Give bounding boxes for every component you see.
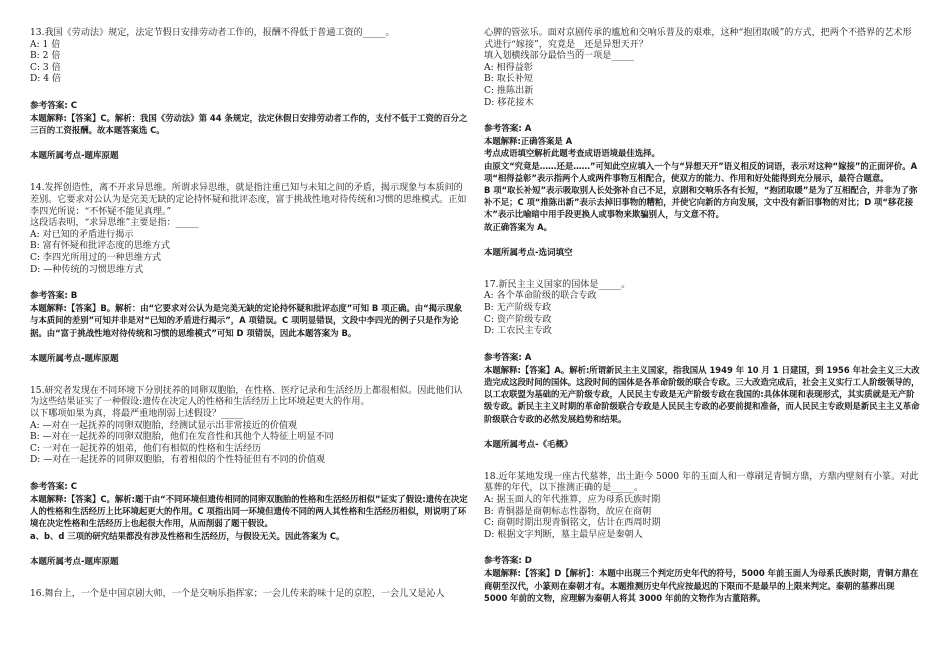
answer-label: 参考答案: A [484, 352, 532, 363]
question-13 [30, 28, 468, 162]
option-d: D: —种传统的习惯思维方式 [30, 264, 144, 275]
option-c: C: 一对在一起抚养的姐弟，他们有相似的性格和生活经历 [30, 443, 262, 454]
question-stem: 16.舞台上，一个是中国京剧大师，一个是交响乐指挥家；一会儿传来韵味十足的京腔，一会儿又是沁人 [30, 588, 445, 599]
left-column [30, 28, 468, 600]
explanation-point: 考点成语填空解析此题考查成语语境最佳选择。 [484, 148, 660, 159]
explanation: 本题解释:【答案】B。解析：由“它要求对公认为是完美无缺的定论持怀疑和批评态度”可知 B 项正确。由“揭示现象与本质间的差别”可知并非是对“已知的矛盾进行揭示”，A 项错误。C 项明显错误，文段中李四光的例子只是作为论据。由“富于挑战性地对待传统和习惯的思维模式”可知 D 项错误，因此本题答案为 B。 [30, 303, 463, 338]
source-tag: 本题所属考点-题库原题 [30, 151, 119, 162]
question-stem: 18.近年某地发现一座古代墓葬，出土距今 5000 年的玉面人和一尊刷足青铜方鼎，方鼎内壁刻有小篆。对此墓葬的年代，以下推测正确的是_____。 [484, 471, 919, 494]
option-a: A: —对在一起抚养的同卵双胞胎，经测试显示出非常接近的价值观 [30, 420, 298, 431]
option-b: B: 2 倍 [30, 51, 61, 62]
explanation: 本题解释:【答案】C。解析：我国《劳动法》第 44 条规定，法定休假日安排劳动者工作的，支付不低于工资的百分之三百的工资报酬。故本题答案选 C。 [30, 112, 468, 136]
answer-label: 参考答案: B [30, 291, 78, 302]
option-a: A: 据玉面人的年代推算，应为母系氏族时期 [484, 494, 661, 505]
answer-label: 参考答案: D [484, 556, 532, 567]
question-stem: 14.发挥创造性，离不开求异思维。所谓求异思维，就是指注重已知与未知之间的矛盾，揭示现象与本质间的差别。它要求对公认为是完美无缺的定论持怀疑和批评态度，富于挑战性地对待传统和习惯的思维模式。正如李四光所说：“不怀疑不能见真理。” [30, 183, 467, 217]
option-d: D: 4 倍 [30, 74, 62, 85]
explanation: 本题解释:【答案】D【解析】：本题中出现三个判定历史年代的符号，5000 年前玉面人为母系氏族时期，青铜方鼎在商朝至汉代，小篆则在秦朝才有。本题推测历史年代应按最迟的下限而不是最早的上限来判定。秦朝的墓葬出现 5000 年前的文物，应理解为秦朝人将其 3000 年前的文物作为古董陪葬。 [484, 568, 919, 603]
source-tag: 本题所属考点-题库原题 [30, 353, 119, 364]
option-b: B: 青铜器是商朝标志性器物，故应在商朝 [484, 506, 652, 517]
question-stem: 13.我国《劳动法》规定，法定节假日安排劳动者工作的，报酬不得低于普通工资的_____。 [30, 28, 395, 38]
explanation-conclusion: 故正确答案为 A。 [484, 221, 553, 232]
explanation-options: B 项“取长补短”表示吸取别人长处弥补自己不足，京剧和交响乐各有长短，“抱团取暖”是为了互相配合，并非为了弥补不足；C 项“推陈出新”表示去掉旧事物的糟粕，并使它向新的方向发展，文中没有新旧事物的对比；D 项“移花接木”表示比喻暗中用手段更换人或事物来欺骗别人，与文意不符。 [484, 184, 918, 220]
question-16-continued [484, 28, 920, 259]
question-prompt: 以下哪项如果为真，将最严重地削弱上述假设？_____ [30, 408, 244, 419]
option-d: D: 根据文字判断，墓主最早应是秦朝人 [484, 529, 643, 540]
answer-label: 参考答案: A [484, 124, 532, 135]
option-a: A: 1 倍 [30, 39, 61, 50]
option-c: C: 商朝时期出现青铜铭文，估计在西周时期 [484, 518, 661, 529]
question-18 [484, 472, 920, 604]
option-d: D: 工农民主专政 [484, 326, 552, 337]
right-column [484, 28, 920, 604]
answer-label: 参考答案: C [30, 100, 78, 111]
option-a: A: 对已知的矛盾进行揭示 [30, 229, 134, 240]
option-d: D: —对在一起抚养的同卵双胞胎，有着相似的个性特征但有不同的价值观 [30, 455, 326, 466]
source-tag: 本题所属考点-题库原题 [30, 556, 119, 567]
option-b: B: 取长补短 [484, 74, 534, 85]
explanation-analysis: 由原文“究竟是……还是……”可知此空应填入一个与“异想天开”语义相反的词语，表示对这种“嫁接”的正面评价。A 项“相得益彰”表示指两个人或两件事物互相配合，使双方的能力、作用和好处能得到充分展示，最符合题意。 [484, 160, 918, 183]
question-16 [30, 589, 468, 601]
option-a: A: 相得益彰 [484, 62, 533, 73]
explanation-continued: a、b、d 三项的研究结果都没有涉及性格和生活经历，与假设无关。因此答案为 C。 [30, 530, 345, 541]
explanation: 本题解释:【答案】A。解析:所谓新民主主义国家，指我国从 1949 年 10 月 1 日建国，到 1956 年社会主义三大改造完成这段时间的国体。这段时间的国体是各革命阶级的联合专政。三大改造完成后，社会主义实行工人阶级领导的，以工农联盟为基础的无产阶级专政，人民民主专政是无产阶级专政在我国的:具体体现和表现形式，其实质就是无产阶级专政。新民主主义时期的革命阶级联合专政是人民民主专政的必要前提和准备，而人民民主专政则是新民主主义革命阶级联合专政的必然发展趋势和结果。 [484, 364, 920, 424]
option-b: B: —对在一起抚养的同卵双胞胎，他们在发音性和其他个人特征上明显不同 [30, 432, 334, 443]
option-c: C: 推陈出新 [484, 85, 534, 96]
option-c: C: 3 倍 [30, 62, 61, 73]
question-17 [484, 280, 920, 451]
question-prompt: 填入划横线部分最恰当的一项是_____ [484, 51, 635, 62]
question-prompt: 这段话表明，“求异思维”主要是指：_____ [30, 218, 199, 229]
source-tag: 本题所属考点-《毛概》 [484, 439, 573, 450]
question-15 [30, 386, 468, 568]
option-c: C: 李四光所用过的一种思维方式 [30, 252, 162, 263]
option-c: C: 资产阶级专政 [484, 314, 552, 325]
option-b: B: 无产阶级专政 [484, 302, 552, 313]
explanation: 本题解释:【答案】C。解析:题干由“不同环境但遗传相同的同卵双胞胎的性格和生活经历相似”证实了假设:遗传在决定人的性格和生活经历上比环境起更大的作用。C 项指出同一环境但遗传不同的两人其性格和生活经历相似，则说明了环境在决定性格和生活经历上也起很大作用，从而削弱了题干假设。 [30, 493, 468, 529]
question-stem: 17.新民主主义国家的国体是_____。 [484, 279, 631, 290]
question-stem: 15.研究者发现在不同环境下分别抚养的同卵双胞胎，在性格、医疗记录和生活经历上都很相似。因此他们认为这些结果证实了一种假设:遗传在决定人的性格和生活经历上比环境起更大的作用。 [30, 385, 463, 408]
option-a: A: 各个革命阶级的联合专政 [484, 291, 597, 302]
answer-label: 参考答案: C [30, 481, 78, 492]
option-b: B: 富有怀疑和批评态度的思维方式 [30, 241, 170, 252]
question-14 [30, 183, 468, 364]
source-tag: 本题所属考点-选词填空 [484, 247, 573, 258]
option-d: D: 移花接木 [484, 97, 534, 108]
explanation: 本题解释:正确答案是 A [484, 136, 573, 147]
question-stem: 心脾的管弦乐。面对京剧传承的尴尬和交响乐普及的艰难，这种“抱团取暖”的方式，把两个不搭界的艺术形式进行“嫁接”，究竟是__还是异想天开？ [484, 28, 912, 50]
